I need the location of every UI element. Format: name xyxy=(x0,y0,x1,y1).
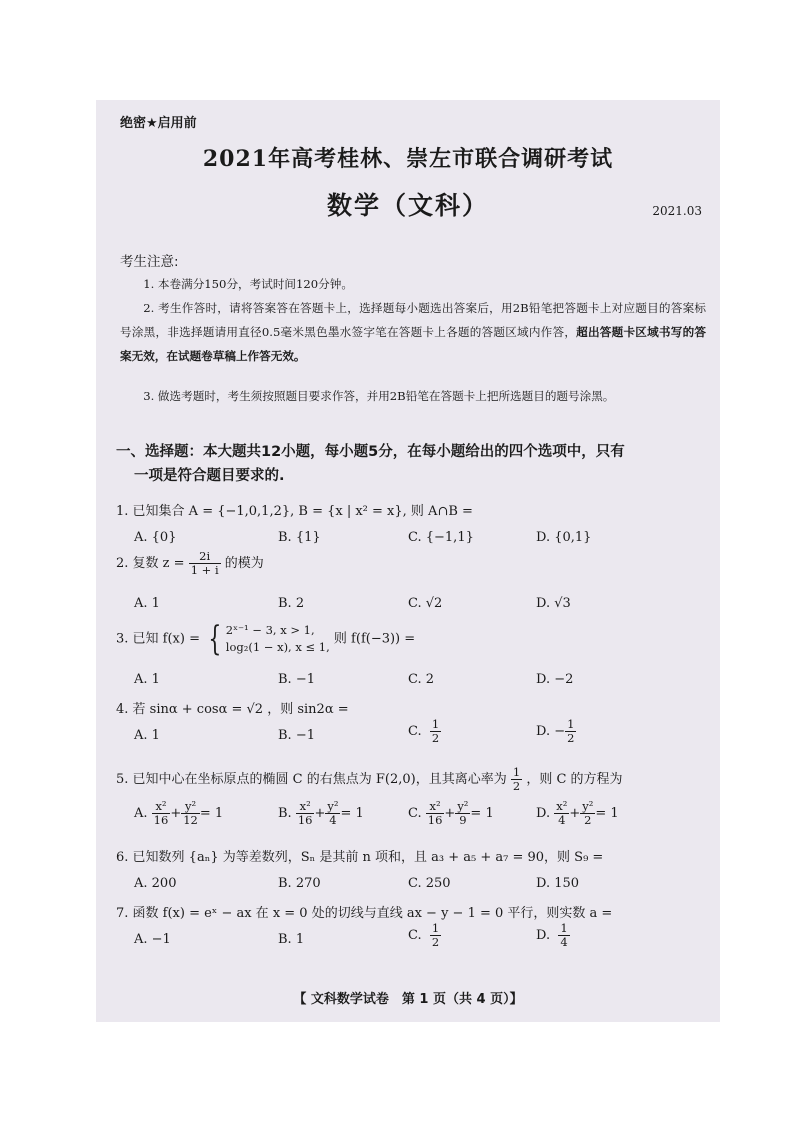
question-4-stem: 4. 若 sinα + cosα = √2 ，则 sin2α = xyxy=(116,702,349,717)
question-5-option-b-frac-2 xyxy=(325,800,340,827)
equals-one: = 1 xyxy=(199,806,224,821)
question-5-fraction xyxy=(511,766,522,793)
frac-den: 4 xyxy=(329,813,337,827)
question-5-option-a-frac-2 xyxy=(181,800,200,827)
question-4-option-d-label: D. − xyxy=(536,724,566,739)
question-5-post: ，则 C 的方程为 xyxy=(526,772,623,787)
question-1-option-d: D. {0,1} xyxy=(536,530,592,545)
notice-item-3: 3. 做选考题时，考生须按照题目要求作答，并用2B铅笔在答题卡上把所选题目的题号涂黑。 xyxy=(143,389,615,403)
question-2-stem xyxy=(116,550,264,577)
confidential-label: 绝密★启用前 xyxy=(120,116,197,131)
frac-den: 2 xyxy=(431,935,440,949)
exam-date: 2021.03 xyxy=(652,204,702,218)
frac-num: y² xyxy=(181,800,200,814)
question-3-option-c: C. 2 xyxy=(408,672,435,687)
question-5-stem xyxy=(116,766,623,793)
question-2-option-a: A. 1 xyxy=(134,596,160,611)
question-6-option-c: C. 250 xyxy=(408,876,451,891)
frac-num: 1 xyxy=(431,921,440,935)
question-7-option-c-fraction xyxy=(430,922,441,949)
question-1-stem: 1. 已知集合 A = {−1,0,1,2}, B = {x | x² = x}, 则 A∩B = xyxy=(116,504,473,519)
question-3-stem xyxy=(116,619,416,659)
notice-title: 考生注意: xyxy=(120,254,179,270)
page-footer: 【 文科数学试卷 第 1 页（共 4 页）】 xyxy=(293,992,523,1007)
frac-num: x² xyxy=(426,800,445,814)
question-3-post: 则 f(f(−3)) = xyxy=(333,631,416,647)
equals-one: = 1 xyxy=(470,806,494,821)
question-6-option-d: D. 150 xyxy=(536,876,580,891)
frac-num: x² xyxy=(556,799,568,813)
question-1-option-a: A. {0} xyxy=(134,530,177,545)
question-2-post: 的模为 xyxy=(224,556,264,571)
plus-sign: + xyxy=(170,806,182,821)
question-4-option-c-den: 2 xyxy=(431,731,440,745)
exam-page xyxy=(96,100,720,1022)
question-3-option-b: B. −1 xyxy=(278,672,315,687)
frac-num: 1 xyxy=(560,921,568,935)
frac-den: 16 xyxy=(427,813,443,827)
question-2-fraction xyxy=(189,550,221,577)
question-3-option-a: A. 1 xyxy=(134,672,160,687)
frac-den: 4 xyxy=(558,813,566,827)
question-4-option-c-fraction xyxy=(430,718,441,745)
question-6-stem: 6. 已知数列 {aₙ} 为等差数列，Sₙ 是其前 n 项和，且 a₃ + a₅ + a₇ = 90，则 S₉ = xyxy=(116,850,604,865)
question-5-option-a-label: A. xyxy=(134,806,148,821)
question-4-option-a: A. 1 xyxy=(134,728,160,743)
question-4-option-d-fraction xyxy=(565,718,576,745)
question-5-option-d-frac-2 xyxy=(580,800,595,827)
question-1-option-b: B. {1} xyxy=(278,530,321,545)
frac-num: y² xyxy=(582,799,594,813)
frac-den: 9 xyxy=(459,813,467,827)
notice-item-2 xyxy=(120,296,706,368)
question-7-option-c xyxy=(408,922,441,949)
question-5-den: 2 xyxy=(512,779,521,793)
question-3-option-d: D. −2 xyxy=(536,672,574,687)
question-4-option-c xyxy=(408,718,441,745)
notice-item-2-text: 2. 考生作答时，请将答案答在答题卡上，选择题每小题选出答案后，用2B铅笔把答题卡上对应题目的答案标号涂黑，非选择题请用直径0.5毫米黑色墨水签字笔在答题卡上各题的答题区域内作答， xyxy=(120,301,706,339)
question-6-option-b: B. 270 xyxy=(278,876,321,891)
section-heading xyxy=(116,440,712,488)
question-5-option-a-frac-1 xyxy=(152,800,171,827)
equals-one: = 1 xyxy=(340,806,364,821)
frac-num: y² xyxy=(457,799,469,813)
question-3-pre: 3. 已知 f(x) = xyxy=(116,631,200,647)
question-2-option-d: D. √3 xyxy=(536,596,571,611)
question-5-num: 1 xyxy=(512,765,521,779)
plus-sign: + xyxy=(314,806,326,821)
question-5-option-c xyxy=(408,800,494,827)
frac-num: y² xyxy=(327,799,339,813)
question-7-option-a: A. −1 xyxy=(134,932,171,947)
section-heading-line2: 一项是符合题目要求的. xyxy=(134,468,285,484)
question-3-case-2: log₂(1 − x), x ≤ 1, xyxy=(225,640,330,654)
question-1-option-c: C. {−1,1} xyxy=(408,530,474,545)
question-4-option-b: B. −1 xyxy=(278,728,315,743)
question-2-option-b: B. 2 xyxy=(278,596,305,611)
frac-num: x² xyxy=(152,800,171,814)
question-2-numerator: 2i xyxy=(189,550,221,564)
question-5-option-c-frac-2 xyxy=(455,800,470,827)
question-2-option-c: C. √2 xyxy=(408,596,443,611)
question-5-pre: 5. 已知中心在坐标原点的椭圆 C 的右焦点为 F(2,0)，且其离心率为 xyxy=(116,772,507,787)
question-5-option-b-frac-1 xyxy=(296,800,315,827)
question-6-option-a: A. 200 xyxy=(134,876,177,891)
section-heading-line1: 一、选择题：本大题共12小题，每小题5分，在每小题给出的四个选项中，只有 xyxy=(116,444,625,460)
frac-num: x² xyxy=(296,800,315,814)
notice-item-1: 1. 本卷满分150分，考试时间120分钟。 xyxy=(143,277,353,291)
frac-den: 4 xyxy=(560,935,568,949)
question-4-option-c-num: 1 xyxy=(431,717,440,731)
exam-title: 2021年高考桂林、崇左市联合调研考试 xyxy=(202,146,614,172)
notice-item-2-bold: 超出答题卡区域书写的答案无效，在试题卷草稿上作答无效。 xyxy=(120,325,706,363)
question-5-option-b xyxy=(278,800,364,827)
question-4-option-c-label: C. xyxy=(408,724,422,739)
question-5-option-b-label: B. xyxy=(278,806,292,821)
frac-den: 16 xyxy=(297,813,313,827)
question-5-option-a xyxy=(134,800,223,827)
question-3-brace: { xyxy=(208,619,222,659)
question-7-option-d-fraction xyxy=(558,922,569,949)
question-7-option-d xyxy=(536,922,570,949)
question-3-case-1: 2ˣ⁻¹ − 3, x > 1, xyxy=(225,623,315,637)
plus-sign: + xyxy=(444,806,456,821)
equals-one: = 1 xyxy=(595,806,619,821)
frac-den: 12 xyxy=(183,813,198,827)
frac-den: 2 xyxy=(584,813,592,827)
question-5-option-d xyxy=(536,800,619,827)
question-5-option-c-frac-1 xyxy=(426,800,445,827)
question-2-denominator: 1 + i xyxy=(190,563,219,577)
frac-den: 16 xyxy=(153,813,169,827)
exam-subtitle: 数学（文科） xyxy=(326,191,489,220)
question-7-option-c-label: C. xyxy=(408,928,422,943)
question-4-option-d-den: 2 xyxy=(567,731,575,745)
question-4-option-d xyxy=(536,718,576,745)
plus-sign: + xyxy=(569,806,581,821)
question-5-option-d-frac-1 xyxy=(554,800,569,827)
question-5-option-d-label: D. xyxy=(536,806,551,821)
question-2-pre: 2. 复数 z = xyxy=(116,556,185,571)
question-7-option-b: B. 1 xyxy=(278,932,305,947)
question-3-cases xyxy=(226,622,330,656)
question-7-stem: 7. 函数 f(x) = eˣ − ax 在 x = 0 处的切线与直线 ax − y − 1 = 0 平行，则实数 a = xyxy=(116,906,613,921)
question-4-option-d-num: 1 xyxy=(567,717,575,731)
question-7-option-d-label: D. xyxy=(536,928,551,943)
question-5-option-c-label: C. xyxy=(408,806,422,821)
